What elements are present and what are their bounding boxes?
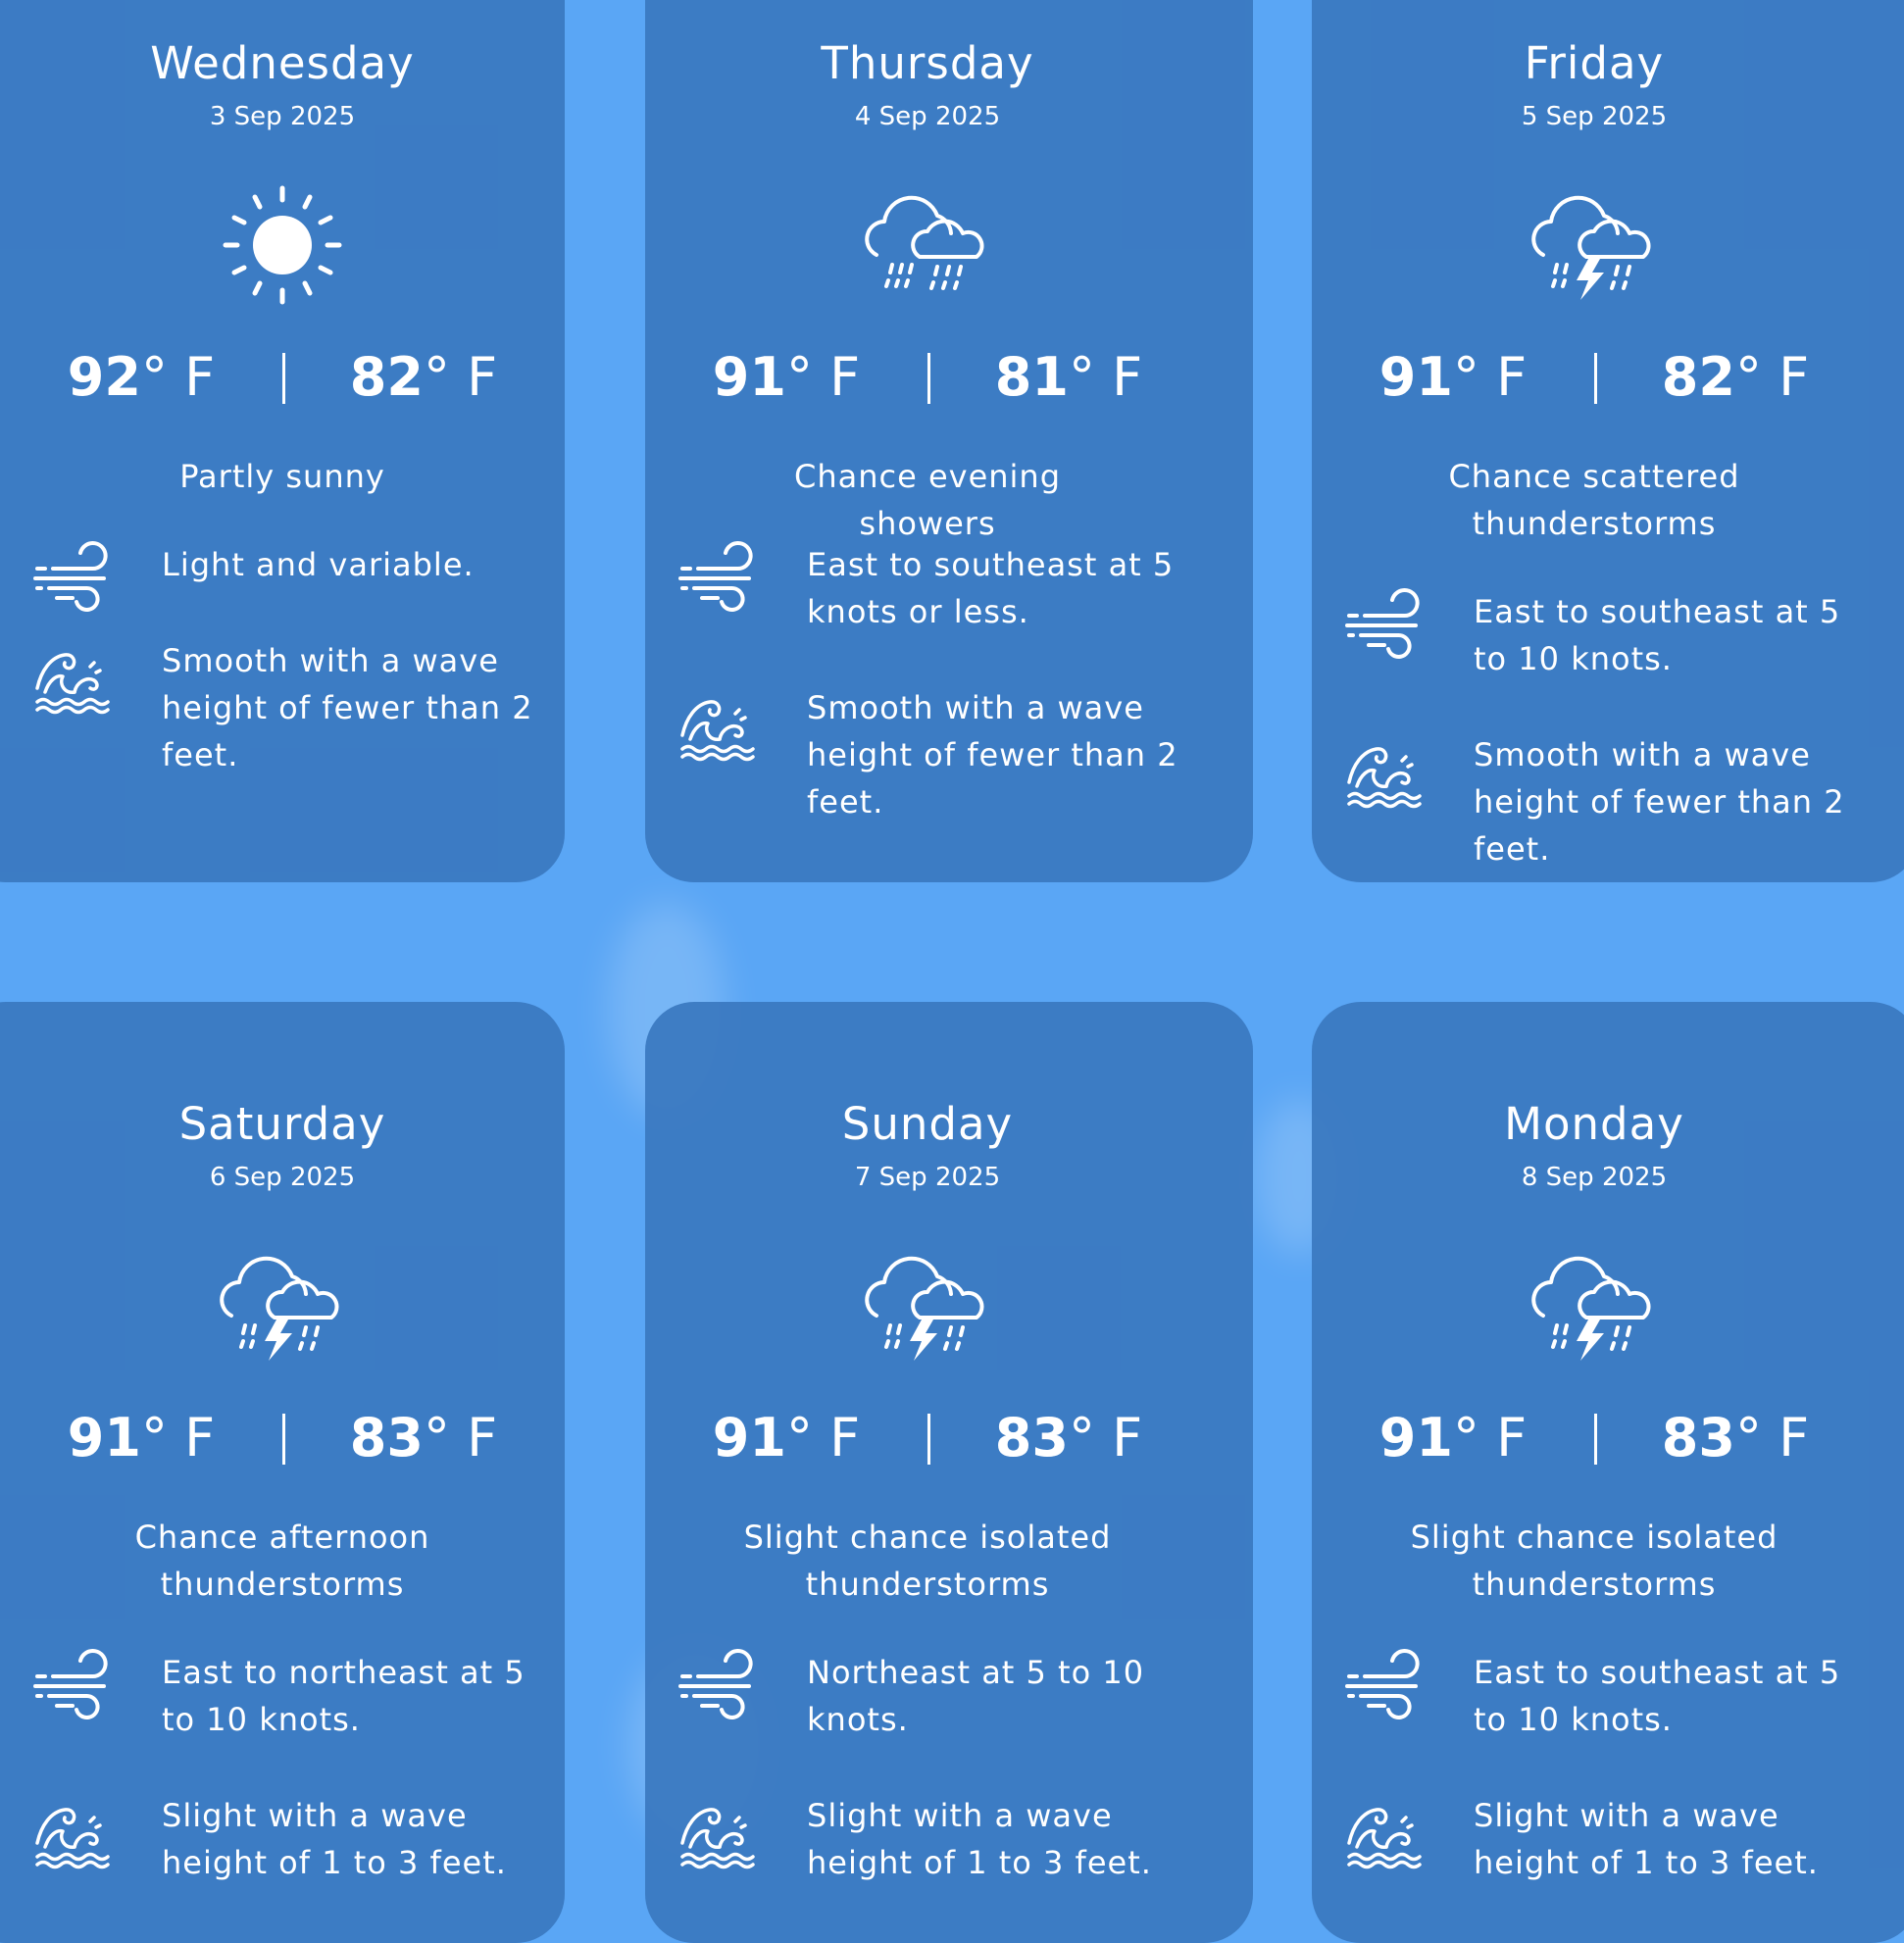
- wind-text: East to southeast at 5 to 10 knots.: [1474, 593, 1841, 677]
- wave-icon: [31, 1792, 120, 1870]
- thunderstorm-icon: [1526, 1237, 1663, 1374]
- condition-text: Chance scattered thunderstorms: [1448, 458, 1740, 542]
- waves-text: Smooth with a wave height of fewer than 2 feet.: [162, 642, 533, 773]
- low-temperature: 82° F: [349, 346, 498, 408]
- temperature-range: [645, 345, 1210, 410]
- wind-icon: [676, 1649, 765, 1727]
- forecast-card-friday: [1312, 0, 1904, 882]
- low-temperature: 83° F: [1661, 1407, 1810, 1469]
- temperature-range: [0, 345, 565, 410]
- forecast-card-monday: [1312, 1002, 1904, 1943]
- low-temperature: 83° F: [349, 1407, 498, 1469]
- temperature-range: [1312, 345, 1877, 410]
- forecast-card-wednesday: [0, 0, 565, 882]
- thunderstorm-icon: [1526, 176, 1663, 314]
- wind-icon: [1343, 1649, 1431, 1727]
- low-temperature: 82° F: [1661, 346, 1810, 408]
- day-name: Sunday: [841, 1098, 1014, 1150]
- forecast-date: 5 Sep 2025: [1521, 102, 1668, 131]
- forecast-date: 3 Sep 2025: [209, 102, 356, 131]
- wind-text: East to southeast at 5 knots or less.: [807, 546, 1175, 630]
- temperature-range: [0, 1406, 565, 1470]
- day-name: Saturday: [178, 1098, 386, 1150]
- high-temperature: 92° F: [67, 346, 216, 408]
- condition-text: Slight chance isolated thunderstorms: [743, 1519, 1112, 1603]
- temperature-range: [1312, 1406, 1877, 1470]
- low-temperature: 83° F: [994, 1407, 1143, 1469]
- wind-icon: [1343, 588, 1431, 667]
- sun-icon: [214, 176, 351, 314]
- thunderstorm-icon: [859, 1237, 996, 1374]
- forecast-card-thursday: [645, 0, 1253, 882]
- day-name: Thursday: [821, 37, 1034, 89]
- condition-text: Chance evening showers: [793, 458, 1062, 542]
- forecast-card-sunday: [645, 1002, 1253, 1943]
- waves-text: Smooth with a wave height of fewer than 2 feet.: [807, 689, 1178, 821]
- wind-icon: [31, 1649, 120, 1727]
- high-temperature: 91° F: [1378, 346, 1528, 408]
- temperature-range: [645, 1406, 1210, 1470]
- waves-text: Slight with a wave height of 1 to 3 feet.: [1474, 1797, 1819, 1881]
- waves-text: Slight with a wave height of 1 to 3 feet.: [807, 1797, 1152, 1881]
- wind-text: East to southeast at 5 to 10 knots.: [1474, 1654, 1841, 1738]
- wind-icon: [31, 541, 120, 620]
- low-temperature: 81° F: [994, 346, 1143, 408]
- day-name: Monday: [1504, 1098, 1684, 1150]
- waves-text: Slight with a wave height of 1 to 3 feet.: [162, 1797, 507, 1881]
- wind-text: East to northeast at 5 to 10 knots.: [162, 1654, 526, 1738]
- high-temperature: 91° F: [1378, 1407, 1528, 1469]
- rain-cloud-icon: [859, 176, 996, 314]
- high-temperature: 91° F: [712, 1407, 861, 1469]
- thunderstorm-icon: [214, 1237, 351, 1374]
- high-temperature: 91° F: [712, 346, 861, 408]
- condition-text: Partly sunny: [179, 458, 385, 495]
- wind-text: Light and variable.: [162, 546, 475, 583]
- wave-icon: [676, 684, 765, 763]
- high-temperature: 91° F: [67, 1407, 216, 1469]
- forecast-date: 8 Sep 2025: [1521, 1163, 1668, 1192]
- forecast-date: 6 Sep 2025: [209, 1163, 356, 1192]
- wave-icon: [31, 637, 120, 716]
- day-name: Friday: [1524, 37, 1665, 89]
- forecast-date: 7 Sep 2025: [854, 1163, 1001, 1192]
- forecast-date: 4 Sep 2025: [854, 102, 1001, 131]
- wind-icon: [676, 541, 765, 620]
- wave-icon: [1343, 731, 1431, 810]
- condition-text: Slight chance isolated thunderstorms: [1410, 1519, 1779, 1603]
- forecast-card-saturday: [0, 1002, 565, 1943]
- wave-icon: [676, 1792, 765, 1870]
- wave-icon: [1343, 1792, 1431, 1870]
- condition-text: Chance afternoon thunderstorms: [134, 1519, 430, 1603]
- wind-text: Northeast at 5 to 10 knots.: [807, 1654, 1145, 1738]
- day-name: Wednesday: [150, 37, 415, 89]
- waves-text: Smooth with a wave height of fewer than 2 feet.: [1474, 736, 1845, 868]
